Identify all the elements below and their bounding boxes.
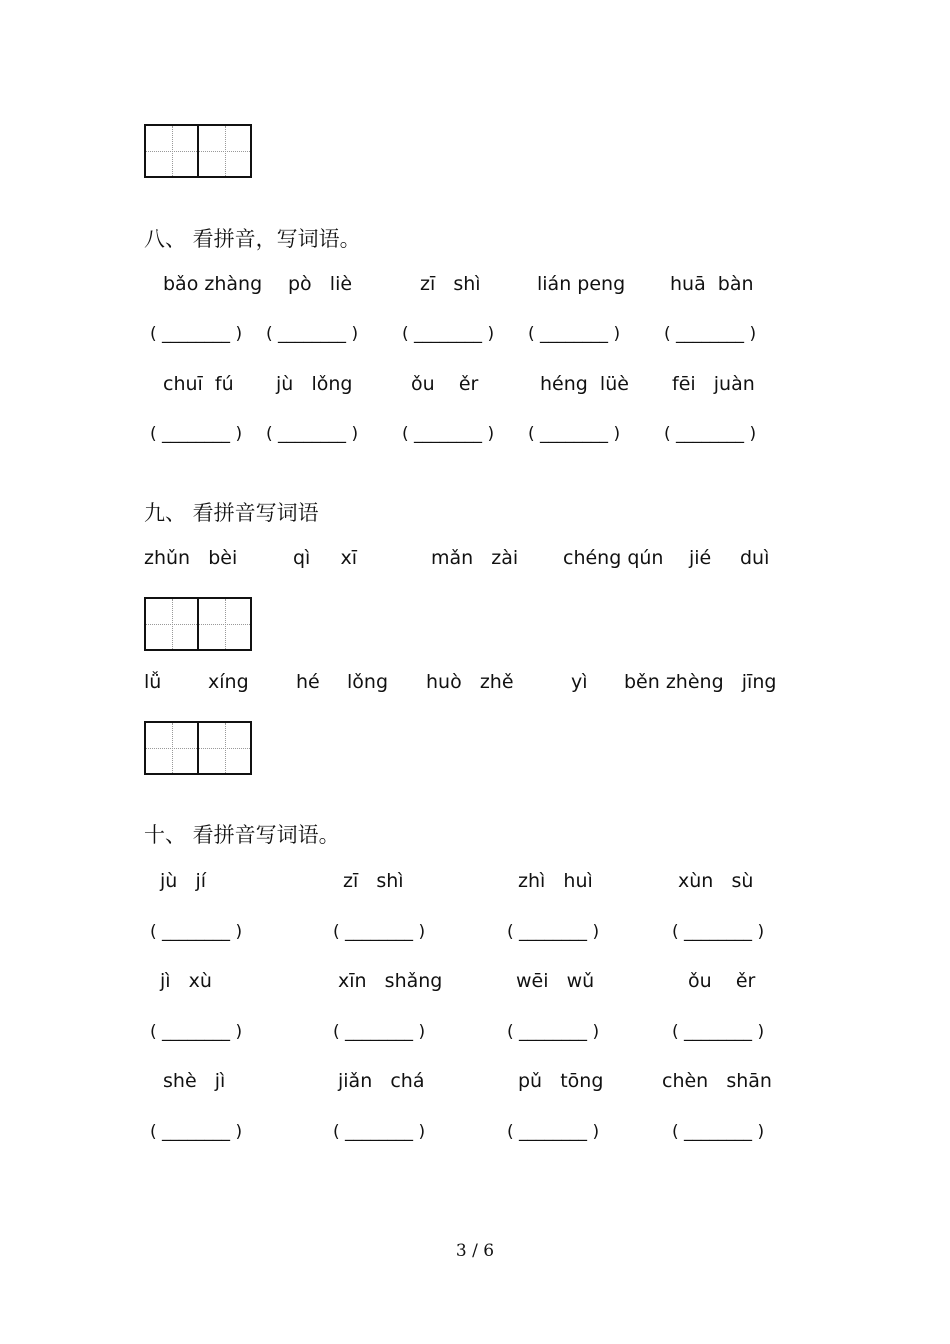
pinyin-item: lǒng [347,671,389,693]
answer-blank[interactable]: ( ________ ) [333,1022,426,1042]
answer-blank[interactable]: ( ________ ) [672,1122,765,1142]
grid-cell[interactable] [146,723,197,773]
pinyin-item: zhì huì [518,870,593,892]
pinyin-item: xíng [208,671,249,693]
pinyin-item: lián peng [537,273,626,295]
pinyin-item: xùn sù [678,870,754,892]
pinyin-item: huò zhě [426,671,514,693]
answer-blank[interactable]: ( ________ ) [672,1022,765,1042]
pinyin-item: qì xī [293,547,358,569]
answer-blank[interactable]: ( ________ ) [150,324,243,344]
pinyin-item: jié [689,547,712,569]
pinyin-item: zī shì [343,870,404,892]
pinyin-item: mǎn zài [431,547,519,569]
answer-blank[interactable]: ( ________ ) [402,324,495,344]
pinyin-item: jiǎn chá [338,1070,425,1092]
answer-blank[interactable]: ( ________ ) [528,424,621,444]
answer-blank[interactable]: ( ________ ) [333,922,426,942]
pinyin-item: wēi wǔ [516,970,595,992]
answer-blank[interactable]: ( ________ ) [528,324,621,344]
grid-cell[interactable] [197,599,250,649]
answer-blank[interactable]: ( ________ ) [672,922,765,942]
pinyin-item: yì [571,671,588,693]
answer-blank[interactable]: ( ________ ) [507,922,600,942]
section-8-title: 八、 看拼音，写词语。 [144,227,361,251]
pinyin-item: lǚ [144,671,162,693]
answer-blank[interactable]: ( ________ ) [150,1122,243,1142]
answer-blank[interactable]: ( ________ ) [150,424,243,444]
pinyin-item: pǔ tōng [518,1070,604,1092]
pinyin-item: xīn shǎng [338,970,443,992]
answer-blank[interactable]: ( ________ ) [507,1122,600,1142]
answer-blank[interactable]: ( ________ ) [150,922,243,942]
section-9-title: 九、 看拼音写词语 [144,501,319,525]
pinyin-item: chuī fú [163,373,234,395]
pinyin-item: jì xù [160,970,212,992]
page-number: 3 / 6 [455,1241,495,1261]
pinyin-item: ǒu ěr [688,970,756,992]
grid-cell[interactable] [146,599,197,649]
pinyin-item: shè jì [163,1070,226,1092]
pinyin-item: chéng qún [563,547,664,569]
writing-grid[interactable] [144,721,252,775]
pinyin-item: pò liè [288,273,353,295]
pinyin-item: zhǔn bèi [144,547,238,569]
pinyin-item: zī shì [420,273,481,295]
grid-cell[interactable] [197,723,250,773]
grid-cell[interactable] [197,126,250,176]
answer-blank[interactable]: ( ________ ) [266,424,359,444]
pinyin-item: duì [740,547,770,569]
pinyin-item: ǒu ěr [411,373,479,395]
writing-grid[interactable] [144,597,252,651]
section-10-title: 十、 看拼音写词语。 [144,823,340,847]
answer-blank[interactable]: ( ________ ) [664,424,757,444]
pinyin-item: fēi juàn [672,373,755,395]
grid-cell[interactable] [146,126,197,176]
answer-blank[interactable]: ( ________ ) [402,424,495,444]
answer-blank[interactable]: ( ________ ) [150,1022,243,1042]
answer-blank[interactable]: ( ________ ) [664,324,757,344]
answer-blank[interactable]: ( ________ ) [266,324,359,344]
writing-grid-top[interactable] [144,124,252,178]
pinyin-item: chèn shān [662,1070,772,1092]
pinyin-item: bǎo zhàng [163,273,263,295]
pinyin-item: jù jí [160,870,206,892]
answer-blank[interactable]: ( ________ ) [333,1122,426,1142]
pinyin-item: héng lüè [540,373,629,395]
pinyin-item: běn zhèng jīng [624,671,777,693]
answer-blank[interactable]: ( ________ ) [507,1022,600,1042]
pinyin-item: hé [296,671,320,693]
pinyin-item: huā bàn [670,273,754,295]
pinyin-item: jù lǒng [276,373,353,395]
